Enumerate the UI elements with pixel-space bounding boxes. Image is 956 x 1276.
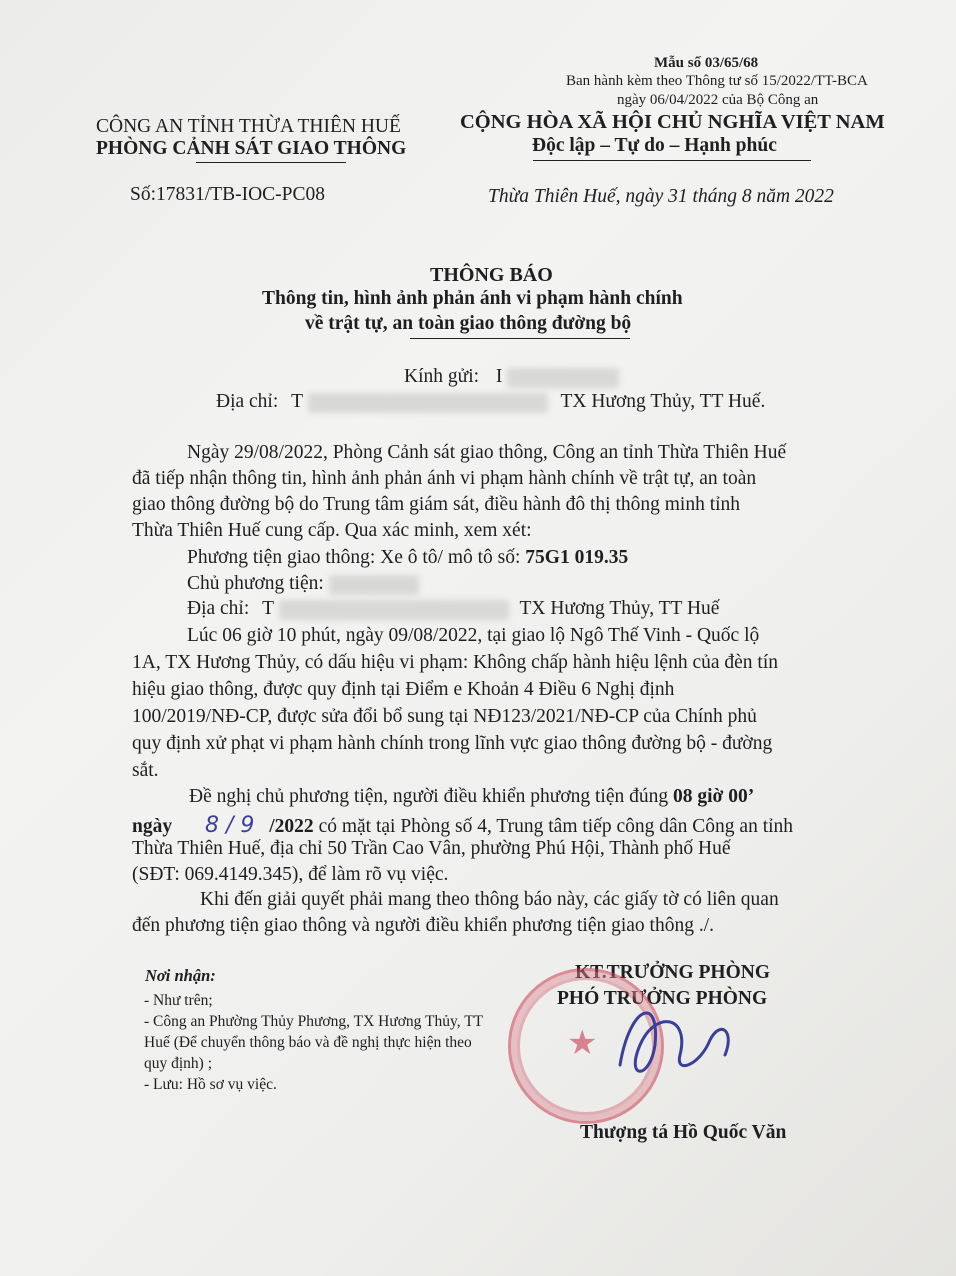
form-code: Mẫu số 03/65/68 <box>654 55 759 71</box>
notice-subtitle-1: Thông tin, hình ảnh phản ánh vi phạm hành chính <box>262 288 683 309</box>
recipients-list <box>144 990 484 1095</box>
body-p1-line-4: Thừa Thiên Huế cung cấp. Qua xác minh, xem xét: <box>132 520 532 541</box>
recipients-title: Nơi nhận: <box>145 966 216 985</box>
addressee-line <box>404 366 619 388</box>
license-plate: 75G1 019.35 <box>525 547 629 568</box>
vehicle-line <box>187 547 628 569</box>
body-p1-line-1: Ngày 29/08/2022, Phòng Cảnh sát giao thông, Công an tỉnh Thừa Thiên Huế <box>187 442 787 463</box>
recipient-3: - Lưu: Hồ sơ vụ việc. <box>144 1076 277 1093</box>
department-name: PHÒNG CẢNH SÁT GIAO THÔNG <box>96 138 407 159</box>
department-underline <box>196 162 346 163</box>
document-number: Số:17831/TB-IOC-PC08 <box>130 184 326 205</box>
vehicle-label: Phương tiện giao thông: Xe ô tô/ mô tô số: <box>187 547 521 568</box>
title-underline <box>410 338 630 339</box>
seal-star-icon: ★ <box>567 1025 598 1062</box>
owner-address-initial: T <box>262 598 274 619</box>
agency-name: CÔNG AN TỈNH THỪA THIÊN HUẾ <box>96 116 401 137</box>
owner-line <box>187 573 419 595</box>
body-p1-line-3: giao thông đường bộ do Trung tâm giám sát, điều hành đô thị thông minh tỉnh <box>132 494 741 515</box>
request-line-1 <box>189 786 754 808</box>
signature-scribble <box>600 985 780 1095</box>
signer-role-1: KT.TRƯỞNG PHÒNG <box>575 962 770 983</box>
request-line-3: Thừa Thiên Huế, địa chỉ 50 Trần Cao Vân, phường Phú Hội, Thành phố Huế <box>132 838 731 859</box>
redacted-owner <box>329 575 419 595</box>
national-motto: Độc lập – Tự do – Hạnh phúc <box>532 135 777 156</box>
violation-line-5: quy định xử phạt vi phạm hành chính trong lĩnh vực giao thông đường bộ - đường <box>132 733 773 754</box>
request-line-4: (SĐT: 069.4149.345), để làm rõ vụ việc. <box>132 864 449 885</box>
addressee-address-line <box>216 391 765 413</box>
bring-line-2: đến phương tiện giao thông và người điều khiển phương tiện giao thông ./. <box>132 915 715 936</box>
request-time: 08 giờ 00’ <box>673 786 755 807</box>
redacted-address <box>308 393 548 413</box>
form-line-2: ngày 06/04/2022 của Bộ Công an <box>617 92 819 108</box>
recipient-2: - Công an Phường Thủy Phương, TX Hương Thủy, TT Huế (Để chuyển thông báo và đề nghị thực hiện theo quy định) ; <box>144 1013 483 1072</box>
request-text: Đề nghị chủ phương tiện, người điều khiển phương tiện đúng <box>189 786 669 807</box>
violation-line-4: 100/2019/NĐ-CP, được sửa đổi bổ sung tại NĐ123/2021/NĐ-CP của Chính phủ <box>132 706 757 727</box>
signer-role-2: PHÓ TRƯỞNG PHÒNG <box>557 988 768 1009</box>
signer-name: Thượng tá Hồ Quốc Văn <box>580 1122 787 1143</box>
addressee-name-initial: I <box>495 366 503 387</box>
country-name: CỘNG HÒA XÃ HỘI CHỦ NGHĨA VIỆT NAM <box>460 111 885 133</box>
notice-subtitle-2: về trật tự, an toàn giao thông đường bộ <box>305 313 632 334</box>
owner-address-tail: TX Hương Thủy, TT Huế <box>519 598 720 619</box>
owner-address-line <box>187 598 719 620</box>
address-label: Địa chỉ: <box>216 391 279 412</box>
request-location: có mặt tại Phòng số 4, Trung tâm tiếp công dân Công an tỉnh <box>318 816 794 837</box>
owner-label: Chủ phương tiện: <box>187 573 324 594</box>
violation-line-1: Lúc 06 giờ 10 phút, ngày 09/08/2022, tại giao lộ Ngô Thế Vinh - Quốc lộ <box>187 625 760 646</box>
request-line-2 <box>132 813 793 838</box>
request-year: /2022 <box>269 816 314 837</box>
handwritten-date: 8 / 9 <box>204 813 255 838</box>
request-day-label: ngày <box>132 816 173 837</box>
notice-title: THÔNG BÁO <box>430 264 553 286</box>
addressee-label: Kính gửi: <box>404 366 480 387</box>
place-date: Thừa Thiên Huế, ngày 31 tháng 8 năm 2022 <box>488 186 834 207</box>
address-initial: T <box>291 391 303 412</box>
violation-line-3: hiệu giao thông, được quy định tại Điểm e Khoản 4 Điều 6 Nghị định <box>132 679 675 700</box>
form-line-1: Ban hành kèm theo Thông tư số 15/2022/TT-BCA <box>566 73 868 89</box>
address-tail: TX Hương Thủy, TT Huế. <box>560 391 766 412</box>
bring-line-1: Khi đến giải quyết phải mang theo thông báo này, các giấy tờ có liên quan <box>200 889 779 910</box>
recipient-1: - Như trên; <box>144 992 213 1009</box>
redacted-owner-address <box>279 600 509 620</box>
violation-line-6: sắt. <box>132 760 159 781</box>
redacted-name <box>507 368 619 388</box>
body-p1-line-2: đã tiếp nhận thông tin, hình ảnh phản ánh vi phạm hành chính về trật tự, an toàn <box>132 468 757 489</box>
violation-line-2: 1A, TX Hương Thủy, có dấu hiệu vi phạm: Không chấp hành hiệu lệnh của đèn tín <box>132 652 779 673</box>
motto-underline <box>533 160 811 161</box>
owner-address-label: Địa chỉ: <box>187 598 250 619</box>
